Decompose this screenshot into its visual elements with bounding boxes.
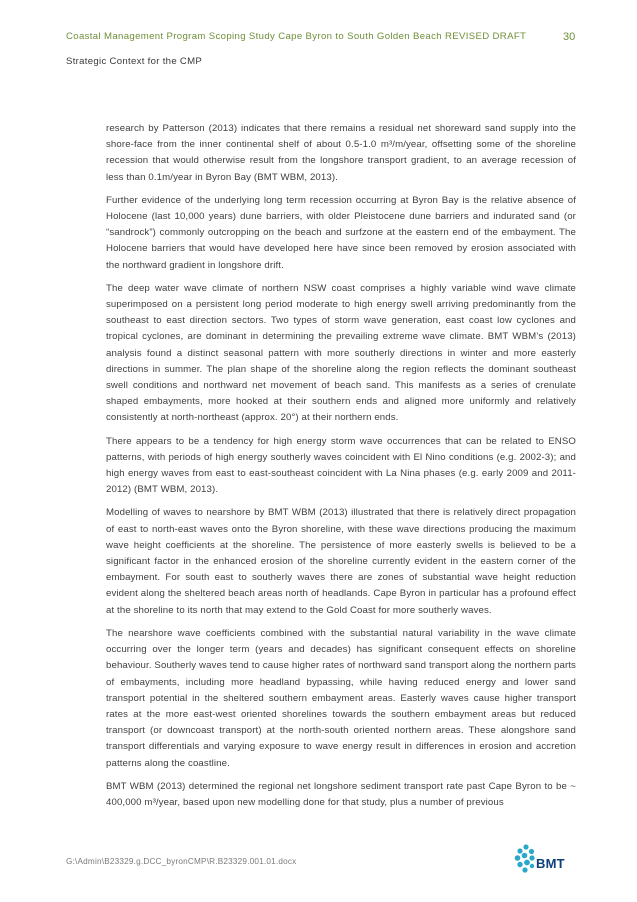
page-number: 30 — [563, 31, 576, 43]
paragraph: The nearshore wave coefficients combined with the substantial natural variability in the wave climate occurring over the longer term (years and decades) has significant consequent effects on shoreline behaviour. Southerly waves tend to cause higher rates of northward sand transport along the northern parts of embayments, including more headland bypassing, while having reduced energy and lower sand transport potential in the sheltered southern embayment areas. Easterly waves cause higher transport rates at the more east-west oriented shorelines towards the southern embayment areas but reduced transport (or downcoast transport) at the north-south oriented northern areas. These alongshore sand transport differentials and varying exposure to wave energy result in differences in erosion and accretion patterns along the coastline. — [106, 627, 576, 769]
paragraph: Modelling of waves to nearshore by BMT WBM (2013) illustrated that there is relatively direct propagation of east to north-east waves onto the Byron shoreline, with these wave directions producing the maximum wave height coefficients at the shoreline. The persistence of more easterly swells is believed to be a significant factor in the enhanced erosion of the shoreline currently evident in the eastern corner of the embayment. For south east to southerly waves there are zones of substantial wave height reduction evident along the sheltered beach areas north of headlands. Cape Byron in particular has a profound effect at the shoreline to its north that may extend to the Gold Coast for more southerly waves. — [106, 507, 576, 616]
bmt-logo — [514, 843, 576, 877]
paragraph: There appears to be a tendency for high energy storm wave occurrences that can be related to ENSO patterns, with periods of high energy southerly waves coincident with El Nino conditions (e.g. 2002-3); and high energy waves from east to east-southeast coincident with La Nina phases (e.g. early 2009 and 2011-2012) (BMT WBM, 2013). — [106, 435, 576, 496]
body-text — [106, 121, 576, 818]
paragraph: BMT WBM (2013) determined the regional net longshore sediment transport rate past Cape Byron to be ~ 400,000 m³/year, based upon new modelling done for that study, plus a number of previous — [106, 780, 576, 808]
paragraph: research by Patterson (2013) indicates that there remains a residual net shoreward sand supply into the shore-face from the inner continental shelf of about 0.5-1.0 m³/m/year, offsetting some of the shoreline recession that would otherwise result from the longshore transport gradient, to an average recession of less than 0.1m/year in Byron Bay (BMT WBM, 2013). — [106, 123, 576, 183]
bmt-globe-icon — [514, 843, 538, 877]
document-header-title: Coastal Management Program Scoping Study Cape Byron to South Golden Beach REVISED DRAFT — [66, 31, 527, 42]
paragraph: Further evidence of the underlying long term recession occurring at Byron Bay is the relative absence of Holocene (last 10,000 years) dune barriers, with older Pleistocene dune barriers and indurated sand (or “sandrock”) commonly outcropping on the beach and surfzone at the eastern end of the embayment. The Holocene barriers that would have developed here have since been removed by erosion associated with the northward gradient in longshore drift. — [106, 194, 576, 271]
section-title: Strategic Context for the CMP — [66, 56, 203, 67]
bmt-logo-text: BMT — [536, 856, 565, 871]
paragraph: The deep water wave climate of northern NSW coast comprises a highly variable wind wave climate superimposed on a persistent long period moderate to high energy swell arriving predominantly from the southeast to east direction sectors. Two types of storm wave generation, east coast low cyclones and tropical cyclones, are dominant in determining the prevailing extreme wave climate. BMT WBM’s (2013) analysis found a distinct seasonal pattern with more southerly directions in winter and more easterly directions in summer. The plan shape of the shoreline along the region reflects the dominant southeast swell conditions and northward net movement of beach sand. This manifests as a series of crenulate shaped embayments, more hooked at their southern ends and aligned more uniformly and relatively consistently at north-northeast (approx. 20°) at their northern ends. — [106, 282, 576, 424]
footer-file-path: G:\Admin\B23329.g.DCC_byronCMP\R.B23329.001.01.docx — [66, 857, 297, 866]
